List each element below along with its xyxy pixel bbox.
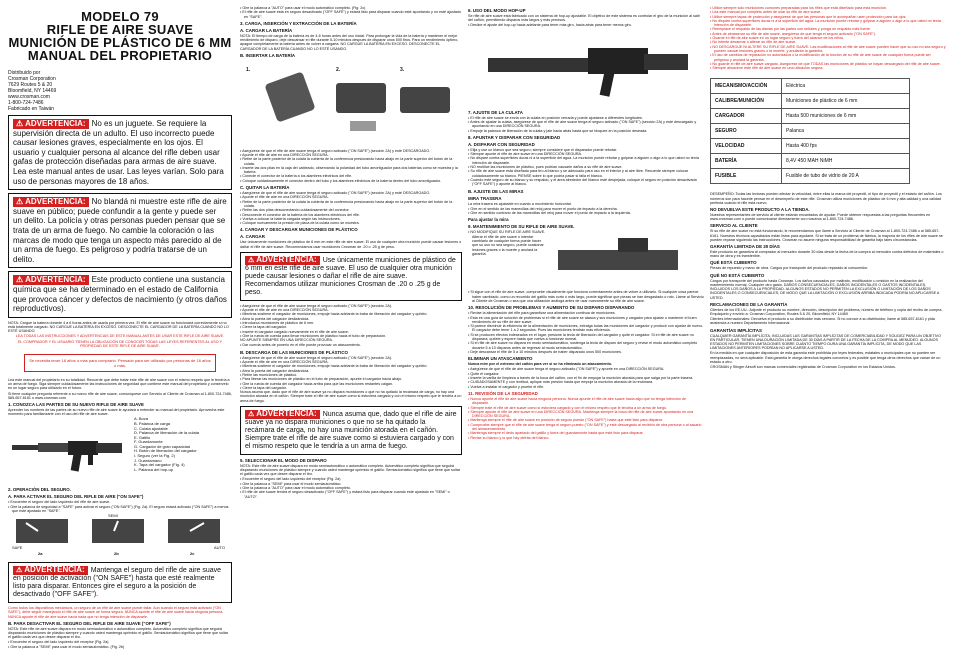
list-item: • Antes de ajustar la culata, asegúrese de que el rifle de aire suave tenga el seguro activado ("ON SAFE") (sección 2A) y esté descargado y apuntando en una DIRECCIÓN SEGURA. bbox=[468, 120, 704, 129]
section-8-heading: 8. APUNTAR Y DISPARAR CON SEGURIDAD bbox=[468, 134, 561, 140]
parts-legend bbox=[134, 417, 199, 472]
list-item: • Mientras sostiene el cargador de municiones, empuje hacia adelante la traba de liberación del cargador y quítelo. bbox=[240, 364, 462, 368]
list-item: • Encuentre el seguro del lado izquierdo del rifle de aire suave. bbox=[8, 500, 232, 504]
warning-box-public bbox=[8, 193, 232, 268]
covered-text: Piezas de repuesto y mano de obra. Cargos por transporte del producto reparado al consumidor. bbox=[710, 266, 869, 271]
section-8a-heading: A. DISPARAR CON SEGURIDAD bbox=[468, 141, 535, 147]
clear-jam-heading: ELIMINAR UN ATASCAMIENTO bbox=[468, 356, 533, 362]
claims-heading: RECLAMACIONES DE LA GARANTÍA bbox=[710, 301, 788, 307]
list-item: • Deslice el ajuste del hop-up hacia adelante para tener más giro, hacia atrás para tener menos giro. bbox=[468, 23, 704, 27]
list-item: • Conecte el conector de la batería a los alambres eléctricos del rifle. bbox=[240, 174, 462, 178]
list-item: • Dar cuerda antes de ponerlo en el rifle puede provocar un atascamiento. bbox=[240, 343, 462, 347]
warning-text: Mantenga el seguro del rifle de aire suave en posición de activación ("ON SAFE") hasta que esté realmente listo para disparar. Entonces gire el seguro a la posición de desactivado ("OFF SAFE"). bbox=[13, 567, 222, 599]
intro-text: Lea este manual del propietario en su totalidad. Recuerde que debe tratar este rifle de aire suave con el mismo respeto que le tendría a un arma de fuego. Siga siempre cuidadosamente las instrucciones de seguridad que contiene este manual del propietario y consérvelo en un lugar seguro para utilizarlo en el futuro. bbox=[8, 377, 230, 391]
list-item: • Cierre la tapa del cargador. bbox=[240, 386, 462, 390]
list-item: • Nunca apunte el rifle de aire suave hacia ninguna persona. Nunca apunte el rifle de aire suave hacia algo que no tenga intención de dispararle. bbox=[468, 397, 704, 406]
list-item: • Guarde el rifle de aire suave en un lugar seguro y fuera del alcance de los niños. bbox=[710, 36, 946, 40]
safety-switch-figures bbox=[8, 513, 232, 559]
sight-illustration bbox=[548, 230, 698, 290]
warning-badge: ⚠ ADVERTENCIA: bbox=[13, 119, 89, 129]
warning-box-california bbox=[8, 271, 232, 317]
table-row bbox=[711, 94, 910, 109]
part-label: B. Palanca de carga bbox=[134, 420, 171, 426]
list-item: • Antes de almacenar su rifle de aire suave, asegúrese de que tenga el seguro activado ("ON SAFE"). bbox=[710, 32, 946, 36]
list-item: • Siempre almacene este rifle de aire suave en una ubicación segura. bbox=[710, 66, 946, 70]
spec-value: Hasta 500 municiones de 6 mm bbox=[782, 109, 910, 124]
laws-note: EL COMPRADOR Y EL USUARIO TIENEN LA OBLIGACIÓN DE CONOCER TODAS LAS LEYES REFERENTES AL USO Y PROPIEDAD DE ESTE RIFLE DE AIRE SUAVE. bbox=[17, 339, 223, 348]
no-return-heading: NO DEVUELVA ESTE PRODUCTO A LA TIENDA. bbox=[710, 207, 810, 213]
contact-text: Si tiene cualquier pregunta referente a su nuevo rifle de aire suave, comuníquese con Servicio al Cliente de Crosman al 1-800-724-7486, 585-657-6161 o www.crosman.com bbox=[8, 391, 232, 400]
fig-number: 2c bbox=[190, 551, 195, 557]
list-item: • Cuando esté seguro de su blanco y su respaldo, y el área alrededor del blanco esté despejada, coloque el seguro en posición desactivada ("OFF SAFE") y apunte al blanco. bbox=[468, 178, 704, 187]
list-item: • Coloque cuidadosamente el conector dentro del tubo y los alambres eléctricos de la batería dentro del tubo amortiguador. bbox=[240, 179, 462, 183]
customer-service-heading: SERVICIO AL CLIENTE bbox=[710, 223, 758, 229]
list-item: • Asegúrese de que el rifle de aire suave tenga el seguro activado ("ON SAFE") (sección 2A). bbox=[240, 304, 462, 308]
column-1 bbox=[8, 6, 232, 649]
fig-number: 2a bbox=[38, 551, 43, 557]
list-item: • Revise su blanco y lo que hay detrás del blanco. bbox=[468, 436, 704, 440]
list-item: • Apunte el rifle de aire en una DIRECCIÓN SEGURA. bbox=[240, 308, 462, 312]
list-item: • Encuentre el seguro del lado izquierdo del receptor (Fig. 2a) bbox=[8, 640, 232, 644]
list-item: • Coloque nuevamente la presión de placa de la culata como se muestra. bbox=[240, 221, 462, 225]
table-row bbox=[711, 124, 910, 139]
table-row bbox=[711, 109, 910, 124]
not-covered-heading: QUÉ NO ESTÁ CUBIERTO bbox=[710, 272, 765, 278]
warning-badge: ⚠ ADVERTENCIA: bbox=[13, 566, 88, 575]
list-item: • Si el rifle de aire suave no dispara en modo semiautomático, sostenga la tecla de disparo del seguro y revise el modo automático completo durante 5 a 10 disparos antes de regresar al modo semiautomático. bbox=[468, 341, 704, 350]
list-item: • NO DESCARGUE NI ALTERE SU RIFLE DE AIRE SUAVE. Las modificaciones al rifle de aire suave pueden hacer que su uso no sea seguro y pueden causar lesiones graves o la muerte, y anularán la garantía. bbox=[710, 45, 946, 54]
trademark-text: CROSMAN y Stinger Airsoft son marcas comerciales registradas de Crosman Corporation en los Estados Unidos. bbox=[710, 364, 896, 369]
claims-us-text: Clientes de los EE.UU.: Adjunte el producto su nombre, dirección, descripción del problema, número de teléfono y copia del recibo de compra. Empáquelo y envíelo a: Crosman Corporation, Routes 5 & 20, Bloomfield, NY 14469 bbox=[710, 307, 943, 316]
list-item: • Encuentre el seguro del lado izquierdo del receptor (Fig. 2a) bbox=[240, 477, 462, 481]
law-text: En la medida en que cualquier disposición de esta garantía esté prohibida por leyes federales, estatales o municipales que no pueden ser reemplazadas, no será aplicable. Esta garantía le otorga derechos legales concretos y es posible que tenga otros derechos que varían de un estado a otro. bbox=[710, 351, 941, 364]
list-item: • Revise la alimentación del rifle para garantizar una alimentación continua de municiones. bbox=[468, 311, 704, 315]
list-item: • Gire la rueda de cuerda para llevar municiones de plástico hacia el tubo de preparación. bbox=[240, 334, 462, 338]
customer-service-text: Si su rifle de aire suave no está funcionando, le recomendamos que llame a Servicio al Cliente de Crosman al 1-800-724-7486 o al 585-657-6161. Nuestros técnicos capacitados están listos para ayudarle. Si se trata de un problema de fábrica, la mayoría de los rifles de aire suave se pueden reparar siguiendo las instrucciones. Crosman no asume ninguna responsabilidad de garantía bajo tales circunstancias. bbox=[710, 229, 943, 242]
no-return-text: Nuestros representantes de servicio al cliente estarán encantados de ayudar. Puede obtener respuestas a las preguntas frecuentes en www.crosman.com o puede comunicarse directamente con nosotros al 1-800-724-7486. bbox=[710, 213, 931, 222]
list-item: • Mantenga siempre el dedo apartado del gatillo y fuera del guardamonte hasta que esté listo para disparar. bbox=[468, 431, 704, 435]
list-item: • Asegúrese de que el rifle de aire suave tenga el seguro activado ("ON SAFE") (sección 2A). bbox=[240, 356, 462, 360]
battery-figures bbox=[240, 59, 462, 149]
spec-value: 8,4V 450 MAH NiMH bbox=[782, 154, 910, 169]
list-item: • Gire en sentido contrario de las manecillas del reloj para mover el punto de impacto a la izquierda. bbox=[468, 211, 704, 215]
section-10-heading: 10. RESOLUCIÓN DE PROBLEMAS Y AUMENTO DE SU DISPARO DISPARANDO bbox=[468, 305, 635, 311]
section-5-note: NOTA: Este rifle de aire suave dispara en modo semiautomático o automático completo. Automático completo significa que seguirá disparando municiones de plástico siempre y cuando usted mantenga oprimido el gatillo. Semiautomático significa que tiene que soltar el gatillo cada vez que desee disparar el tiro. bbox=[240, 463, 461, 477]
rear-sight-heading: MIRA TRASERA bbox=[468, 195, 502, 201]
section-8b-heading: B. AJUSTE DE LAS MIRAS bbox=[468, 188, 524, 194]
safety-red-text: Como todos los dispositivos mecánicos, un seguro de un rifle de aire suave puede fallar. Aun cuando el seguro está activado ("ON SAFE"), debe seguir manejando el rifle de aire suave de forma segura. NUNCA apunte el rifle de aire suave hacia ninguna persona. NUNCA apunte el rifle de aire suave hacia nada que no tenga intención de dispararle. bbox=[8, 606, 224, 619]
spec-key: VELOCIDAD bbox=[711, 139, 782, 154]
list-item: • Apunte el rifle de aire en una DIRECCIÓN SEGURA. bbox=[240, 195, 462, 199]
section-3a-heading: A. CARGAR LA BATERÍA bbox=[240, 27, 293, 33]
title-line: MANUAL DEL PROPIETARIO bbox=[27, 48, 213, 63]
part-label: L. Palanca del hop-up bbox=[134, 466, 173, 472]
distributor-line: Crosman Corporation bbox=[8, 76, 56, 82]
list-item: • No dispare contra superficies duras ni a la superficie del agua. La munición puede rebotar y golpear a alguien o algo a lo que usted no tenía intención de dispararle. bbox=[468, 156, 704, 165]
list-item: • Abra la puerta del cargador deslizándola. bbox=[240, 317, 462, 321]
part-label: D. Palanca de liberación de la culata bbox=[134, 430, 199, 436]
caps-note: NO APUNTE SIEMPRE EN UNA DIRECCIÓN SEGURA. bbox=[240, 338, 334, 343]
title-line: MUNICIÓN DE PLÁSTICO DE 6 MM bbox=[8, 35, 232, 50]
warranty-text: Este producto se garantiza al comprador al menudeo durante 30 días desde la fecha de la compra al menudeo contra defectos de materiales o mano de obra y es transferible. bbox=[710, 250, 944, 259]
warning-box-toy bbox=[8, 115, 232, 190]
part-label: C. Culata ajustable bbox=[134, 425, 168, 431]
spec-value: Hasta 400 fps bbox=[782, 139, 910, 154]
section-7-heading: 7. AJUSTE DE LA CULATA bbox=[468, 109, 523, 115]
list-item: • Inserte las dos pilas en la caja del cableado, observando la polaridad del tubo amortiguador para dos baterías como se muestra y la batería. bbox=[240, 166, 462, 175]
safety-switch-illustration bbox=[8, 513, 232, 553]
list-item: • Si parece disminuir la eficiencia de la alimentación de municiones, extraiga todas las municiones del cargador y producir con ajustar de nuevo. El cargador debe tener 1 a 2 segundos. Pues las municiones tendrán más eficiencia. bbox=[468, 324, 704, 333]
spec-table bbox=[710, 78, 910, 184]
performance-text: DESEMPEÑO: Todas las lecturas pueden afectar la velocidad, entre ellas la marca del proyectil, el tipo de proyectil y el estado del cañón. Los números son para hacerle pensar en el desempeño de este rifle. Crosman utiliza municiones de plástico de 6 mm y alta calidad y una calidad perfecta cuando el rifle está nuevo. bbox=[710, 192, 942, 205]
distributor-line: Bloomfield, NY 14469 bbox=[8, 88, 57, 94]
table-row bbox=[711, 79, 910, 94]
column-4 bbox=[710, 6, 946, 370]
rifle-illustration bbox=[8, 423, 128, 483]
warning-text: No es un juguete. Se requiere la supervisión directa de un adulto. El uso incorrecto puede causar lesiones graves, especialmente en los ojos. El usuario y cualquier persona al alcance del rifle deben usar gafas de protección diseñadas para armas de aire suave. Lea este manual antes de usar. Las leyes varían. Solo para uso de personas mayores de 18 años. bbox=[13, 119, 224, 186]
column-2 bbox=[240, 6, 462, 499]
fig-number: 2b bbox=[114, 551, 119, 557]
warning-badge: ⚠ ADVERTENCIA: bbox=[13, 275, 89, 285]
maintenance-row bbox=[468, 230, 704, 290]
stock-figure bbox=[468, 28, 704, 108]
list-item: • Gire la palanca a "AUTO" para usar el modo automático completo. bbox=[240, 486, 462, 490]
spec-key: SEGURO bbox=[711, 124, 782, 139]
list-item: • El rifle de aire suave tendrá el seguro desactivado ("OFF SAFE") y estará listo para disparar cuando esté ajustado en "SEMI" o "AUTO". bbox=[240, 490, 462, 499]
list-item: • Gire la rueda de cuerda del cargador hacia arriba para que las municiones restantes caigan. bbox=[240, 382, 462, 386]
list-item: • Quite el cargador. bbox=[468, 372, 704, 376]
warning-badge: ⚠ ADVERTENCIA: bbox=[245, 256, 320, 265]
section-3a-text: NOTA: El tiempo de carga de la batería es de 4-6 horas antes del uso inicial. Para prolongar la vida de la batería y mantener el mejor rendimiento de disparo, deje descansar el rifle durante 5-10 minutos después de disparar unos 500 tiros. Para un rendimiento óptimo, apague completamente la batería antes de volver a cargarla. NO CARGUE LA BATERÍA EN EXCESO. DESCONECTE EL CARGADOR DE LA BATERÍA CUANDO NO LO ESTÉ USANDO. bbox=[240, 33, 459, 51]
manual-title bbox=[8, 10, 232, 62]
list-item: • Desconecte el conector de la batería de los alambres eléctricos del rifle. bbox=[240, 213, 462, 217]
list-item: • Utilice siempre sólo municiones comunes preparadas para los rifles que está diseñado para esta munición. bbox=[710, 6, 946, 10]
fig-label: AUTO bbox=[214, 545, 226, 551]
list-item: • Para liberar las municiones de plástico en el tubo de preparación, apunte el cargador hacia abajo. bbox=[240, 377, 462, 381]
warranty-heading: GARANTÍA LIMITADA DE 30 DÍAS bbox=[710, 244, 780, 250]
section-3b-heading: B. INSERTAR LA BATERÍA bbox=[240, 52, 296, 58]
distributor-line: 7629 Routes 5 & 20 bbox=[8, 82, 53, 88]
part-label: F. Guardamonte bbox=[134, 439, 163, 445]
list-item: • CUIDADOSAMENTE y con lentitud, aplique más presión hasta que empuje la munición atorada de la recámara. bbox=[468, 380, 704, 384]
warning-text: Este producto contiene una sustancia química que se ha determinado en el estado de California que provoca cáncer y defectos de nacimiento (y otros daños reproductivos). bbox=[13, 275, 227, 314]
part-label: I. Seguro (ver la Fig. 2) bbox=[134, 453, 175, 459]
distributor-info bbox=[8, 70, 232, 112]
list-item: • Gire en el sentido de las manecillas del reloj para mover el punto de impacto a la derecha. bbox=[468, 207, 704, 211]
age-box: Se necesita tener 18 años o más para comprarlo. Pensado para ser utilizado por personas de 16 años o más. bbox=[24, 354, 216, 372]
list-item: • Retire de la parte posterior de la culata la cubierta de la conferencia presionando hacia abajo en la parte superior del botón de la culata. bbox=[240, 157, 462, 166]
spec-key: FUSIBLE bbox=[711, 169, 782, 184]
warning-box-jam bbox=[240, 406, 462, 455]
read-instructions-note: LEA TODAS LAS INSTRUCCIONES Y ADVERTENCIAS DE ESTE MANUAL ANTES DE USAR ESTE RIFLE DE AIRE SUAVE. bbox=[15, 334, 225, 339]
list-item: • Utilice siempre tapas de protección y asegúrese de que las personas que le acompañan usen protección para los ojos. bbox=[710, 15, 946, 19]
list-item: • El rifle de aire suave está en seguro desactivado ("OFF SAFE") y estará listo para disparar cuando esté apuntando y no esté ajustado en "SAFE". bbox=[240, 10, 462, 19]
spec-value: Municiones de plástico de 6 mm bbox=[782, 94, 910, 109]
warning-box-ammo bbox=[240, 252, 462, 301]
spec-value: Fusible de tubo de vidrio de 20 A bbox=[782, 169, 910, 184]
part-label: H. Botón de liberación del cargador bbox=[134, 448, 197, 454]
list-item: • Introduzca municiones de plástico de 6 mm. bbox=[240, 321, 462, 325]
list-item: • Si sigue con el rifle de aire suave, compruebe visualmente que funciona correctamente antes de volver a utilizarlo. Si cualquier cosa parece haber cambiado, como un recorrido del gatillo más corto o más largo, puede significar que piezas se han desgastado o roto. Llame al Servicio al Cliente de Crosman o sea que una utilización análoga antes de usar nuevamente su rifle de aire suave. bbox=[468, 290, 704, 303]
list-item: • Inserte la varilla de limpieza a través de la boca del cañón, con el fin de empujar la munición atorada para que salga por la parte trasera. bbox=[468, 376, 704, 380]
list-item: • Retire las municiones de plástico. bbox=[240, 373, 462, 377]
list-item: • Lea este manual por completo antes de usar su rifle de aire suave. bbox=[710, 10, 946, 14]
warning-text: No blandá ni muestre este rifle de aire suave en público; puede confundir a la gente y puede ser un delito. La policía y otras personas pueden pensar que se trata de un arma de fuego. No cambie la coloración o las marcas de modo que tenga un aspecto más parecido al de un arma de fuego. Es peligroso y podría tratarse de un delito. bbox=[13, 197, 227, 264]
distributor-line: Fabricado en Taiwán bbox=[8, 106, 55, 112]
title-line: MODELO 79 bbox=[81, 9, 159, 24]
list-item: • Asegúrese de que el rifle de aire suave tenga el seguro activado ("ON SAFE") (sección 2A) y esté DESCARGADO. bbox=[240, 149, 462, 153]
list-item: • Vuelva a colocar la batería cargada según las instrucciones. bbox=[240, 217, 462, 221]
list-item: • NO MODIFIQUE SU RIFLE DE AIRE SUAVE. Alterar el rifle de aire suave o intentar cambiarlo de cualquier forma puede hacer que su uso no sea seguro, puede ocasionar lesiones graves o la muerte y anulará la garantía. bbox=[468, 230, 548, 256]
warning-box-safe bbox=[8, 562, 232, 603]
part-label: K. Tapa del cargador (Fig. 4) bbox=[134, 462, 185, 468]
list-item: • Retire las dos pilas desconectando cuidadosamente del conector. bbox=[240, 208, 462, 212]
distributor-line: Distribuido por bbox=[8, 70, 41, 76]
rifle-parts-figure bbox=[8, 417, 232, 485]
spec-value: Palanca bbox=[782, 124, 910, 139]
part-label: A. Boca bbox=[134, 416, 149, 422]
list-item: • Mantenga siempre el rifle de aire suave en posición de seguro puesto ("ON SAFE") hasta que esté listo para disparar. bbox=[468, 418, 704, 422]
spec-value: Eléctrica bbox=[782, 79, 910, 94]
list-item: • Esta es una guía de solución de problemas si el rifle de aire suave se atasca y sus municiones y cargador para ajustar o mantener el buen rendimiento de su rifle de aire suave. bbox=[468, 316, 704, 325]
implied-text: CUALQUIER GARANTÍA IMPLÍCITA, INCLUIDAS LAS GARANTÍAS IMPLÍCITAS DE COMERCIABILIDAD Y SOLIDEZ PARA UN OBJETIVO EN PARTICULAR, TIENEN UNA DURACIÓN LIMITADA DE 30 DÍAS A PARTIR DE LA FECHA DE LA COMPRA AL MENUDEO. ALGUNOS ESTADOS NO PERMITEN LIMITACIONES SOBRE CUÁNTO TIEMPO DURA UNA GARANTÍA IMPLÍCITA, DE MODO QUE LAS LIMITACIONES ANTERIORES PODRÍAN NO APLICARSE A USTED. bbox=[710, 333, 941, 351]
section-5-heading: 5. SELECCIONAR EL MODO DE DISPARO bbox=[240, 457, 327, 463]
fig-number: 3. bbox=[400, 66, 405, 73]
part-label: G. Cargador de gran capacidad bbox=[134, 443, 191, 449]
list-item: • No intente desarmar o alterar su rifle de aire suave. bbox=[710, 40, 946, 44]
list-item: • El uso de cambios de reparación no autorizados o la modificación de la función de su rifle de aire suave de cualquier forma puede ser peligroso y anulará la garantía. bbox=[710, 53, 946, 62]
maintenance-text bbox=[468, 230, 548, 290]
list-item: • Su rifle de aire suave está diseñado para tiro al blanco y se adecuado para uso en el interior y al aire libre. Recuerde siempre colocar cuidadosamente su blanco. PIENSE sobre lo que podría pasar si falla el blanco. bbox=[468, 169, 704, 178]
section-1-heading: 1. CONOZCA LAS PARTES DE SU NUEVO RIFLE DE AIRE SUAVE bbox=[8, 401, 144, 407]
covered-heading: QUÉ ESTÁ CUBIERTO bbox=[710, 260, 757, 266]
list-item: • Empuje la palanca de liberación de la culata y jale hacia atrás hasta que se bloquee en la posición deseada. bbox=[468, 129, 704, 133]
list-item: • Si se producen efectos indeseados en el lugar, presione la tecla de liberación del cargador y quite el cargador. Si el rifle de aire suave no disparará, quítele y espere hasta que vuelva a funcionar normal. bbox=[468, 333, 704, 342]
battery-illustration bbox=[240, 59, 462, 149]
rear-sight-text: La mira trasera es ajustable en cuanto a movimiento horizontal. bbox=[468, 201, 572, 206]
list-item: • Asegúrese de que el rifle de aire suave tenga el seguro activado ("ON SAFE") y apunte en una DIRECCIÓN SEGURA. bbox=[468, 367, 704, 371]
list-item: • Abra la puerta del cargador deslizándola. bbox=[240, 369, 462, 373]
fig-label: SAFE bbox=[12, 545, 23, 551]
section-6-heading: 6. USO DEL MODO HOP-UP bbox=[468, 8, 526, 13]
warning-text: Nunca asuma que, dado que el rifle de aire suave ya no dispara municiones o que no se ha quitado la recámara de carga, no hay una munición atorada en el cañón. Siempre trate el rifle de aire suave como si estuviera cargado y con el mismo respeto que le tendría a un arma de fuego. bbox=[245, 410, 457, 450]
list-item: • Compruebe siempre que el rifle de aire suave tenga el seguro puesto ("ON SAFE") y esté descargado al recibirlo de otra persona o al sacarlo del almacenamiento. bbox=[468, 423, 704, 432]
section-3-heading: 3. CARGA, INSERCIÓN Y EXTRACCIÓN DE LA BATERÍA bbox=[240, 20, 357, 26]
list-item: • Apunte el rifle de aire en una DIRECCIÓN SEGURA. bbox=[240, 153, 462, 157]
list-item: • Cierre la tapa del cargador. bbox=[240, 325, 462, 329]
section-4b-heading: B. DESCARGA DE LAS MUNICIONES DE PLÁSTICO bbox=[240, 349, 348, 355]
adjust-sight-heading: Para ajustar la mira bbox=[468, 217, 509, 223]
list-item: • Inserte el cargador cargado nuevamente en el rifle de aire suave. bbox=[240, 330, 462, 334]
list-item: • No guarde el rifle de aire suave cargado. Asegúrese de que TODAS las municiones de plástico se hayan descargado del rifle de aire suave. bbox=[710, 62, 946, 66]
spec-key: CALIBRE/MUNICIÓN bbox=[711, 94, 782, 109]
list-item: • Gire la palanca a "SEMI" para usar el modo semiautomático. bbox=[240, 482, 462, 486]
distributor-line: www.crosman.com bbox=[8, 94, 50, 100]
list-item: • Siempre apunte el rifle de aire suave en una DIRECCIÓN SEGURA. bbox=[468, 152, 704, 156]
part-label: J. Guardamano bbox=[134, 457, 162, 463]
list-item: • Siempre apunte el rifle de aire suave en una DIRECCIÓN SEGURA. Mantenga siempre la boca del rifle de aire suave apuntando en una DIRECCIÓN SEGURA. bbox=[468, 410, 704, 419]
list-item: • Mientras sostiene el cargador de municiones, empuje hacia adelante la traba de liberación del cargador y quítelo. bbox=[240, 312, 462, 316]
section-2a-heading: A. PARA ACTIVAR EL SEGURO DEL RIFLE DE AIRE ("ON SAFE") bbox=[8, 494, 144, 500]
list-item: • Gire la palanca de seguridad a "SAFE" para activar el seguro ("ON SAFE") (Fig. 2a). El seguro estará activado ("ON SAFE") a menos que esté ajustado en "SAFE". bbox=[8, 505, 232, 514]
list-item: • NO reutilice las municiones de plástico, pues podrían causarle daños a su rifle de aire suave. bbox=[468, 165, 704, 169]
fig-number: 2. bbox=[336, 66, 341, 73]
not-covered-text: Cargos por transporte del producto hasta Crosman. Los daños causados por maltrato, modificación u omisión en la realización del mantenimiento normal. Cualquier otro gasto. DAÑOS CONSECUENCIALES, DAÑOS INCIDENTALES O GASTOS INCIDENTALES, INCLUIDOS LOS DAÑOS A LA PROPIEDAD. ALGUNOS ESTADOS NO PERMITEN LA EXCLUSIÓN O LIMITACIÓN DE LOS DAÑOS INCIDENTALES O CONSECUENCIALES, DE MODO QUE LA LIMITACIÓN O EXCLUSIÓN ARRIBA INDICADA PODRÍA NO APLICARSE A USTED. bbox=[710, 278, 940, 300]
spec-key: CARGADOR bbox=[711, 109, 782, 124]
clear-jam-note: Nunca mire por el extremo del cañón para ver si se ha eliminado un atascamiento. bbox=[468, 362, 613, 367]
table-row bbox=[711, 139, 910, 154]
list-item: • Siempre trate el rifle de aire suave como si estuviera cargado y con el mismo respeto que le tendría a un arma de fuego. bbox=[468, 406, 704, 410]
spec-key: MECANISMO/ACCIÓN bbox=[711, 79, 782, 94]
section-4-heading: 4. CARGAR Y DESCARGAR MUNICIONES DE PLÁSTICO bbox=[240, 227, 358, 233]
warning-badge: ⚠ ADVERTENCIA: bbox=[245, 410, 320, 419]
section-2-heading: 2. OPERACIÓN DEL SEGURO. bbox=[8, 487, 71, 493]
list-item: • Deje descansar el rifle de 5 a 10 minutos después de haber disparado unos 500 municiones. bbox=[468, 350, 704, 354]
distributor-line: 1-800-724-7486 bbox=[8, 100, 44, 106]
section-3c-heading: C. QUITAR LA BATERÍA bbox=[240, 185, 290, 191]
section-9-heading: 9. MANTENIMIENTO DE SU RIFLE DE AIRE SUAVE. bbox=[468, 224, 575, 230]
list-item: • Vuelva a instalar el cargador y pruebe el rifle. bbox=[468, 385, 704, 389]
list-item: • Retire de la parte posterior de la culata la cubierta de la conferencia presionando hacia abajo en la parte superior del botón de la culata. bbox=[240, 200, 462, 209]
part-label: E. Gatillo bbox=[134, 434, 151, 440]
fig-label: SEMI bbox=[108, 513, 118, 519]
list-item: • Apunte el rifle de aire en una DIRECCIÓN SEGURA. bbox=[240, 360, 462, 364]
implied-heading: GARANTÍAS IMPLÍCITAS bbox=[710, 327, 762, 333]
section-4a-heading: A. CARGAR bbox=[240, 234, 265, 240]
section-4b-text: Nunca asuma que, dado que el rifle de aire suave ya no dispara municiones o que no ha quitado la recámara de carga, no hay una munición atorada en el cañón. Siempre trate el rifle de aire suave como si estuviera cargado y con el mismo respeto que le tendría a un arma de fuego. bbox=[240, 390, 462, 403]
warning-text: Use únicamente municiones de plástico de 6 mm en este rifle de aire suave. El uso de cualquier otra munición puede causar lesiones o dañar el rifle de aire suave. Recomendamos utilizar municiones Crosman de .20 o .25 g de peso. bbox=[245, 256, 456, 296]
list-item: • Asegúrese de que el rifle de aire suave tenga el seguro activado ("ON SAFE") (sección 2A) y esté DESCARGADO. bbox=[240, 191, 462, 195]
title-line: RIFLE DE AIRE SUAVE bbox=[46, 22, 194, 37]
section-2b-heading: B. PARA DESACTIVAR EL SEGURO DEL RIFLE DE AIRE SUAVE ("OFF SAFE") bbox=[8, 620, 171, 626]
list-item: • El rifle de aire suave se envía con la culata en posición cerrada y puede ajustarse a diferentes longitudes. bbox=[468, 116, 704, 120]
fig-number: 1. bbox=[246, 66, 251, 73]
claims-intl-text: Clientes internacionales: Devuelva el producto a su distribuidor más cercano. Si no conoce a su distribuidor, llame al 585-657-6161 y pida asistencia a nuestro Departamento Internacional. bbox=[710, 317, 935, 326]
list-item: • Gire la palanca a "SEMI" para usar el modo semiautomático. (Fig. 2b) bbox=[8, 645, 232, 649]
rifle-stock-illustration bbox=[468, 28, 704, 108]
section-11-heading: 11. REVISIÓN DE LA SEGURIDAD bbox=[468, 390, 538, 396]
table-row bbox=[711, 154, 910, 169]
section-6-text: Se rifle de aire suave está fabricado con un sistema de hop-up ajustable. El objetivo de este sistema es controlar el giro de la munición al salir del cañón, permitiendo disparos más largos y más precisos. bbox=[468, 14, 700, 23]
list-item: • Elija y use un blanco que sea seguro; siempre considere que el disparador puede rebotar. bbox=[468, 148, 704, 152]
section-4a-text: Use únicamente municiones de plástico de 6 mm en este rifle de aire suave. El uso de cualquier otra munición puede causar lesiones o dañar el rifle de aire suave. Recomendamos usar municiones Crosman de .20 o .25 g de peso. bbox=[240, 240, 462, 249]
column-3 bbox=[468, 6, 704, 440]
battery-note: NOTA: Cargue la batería durante 4 a 6 horas antes de usarla por primera vez. El rifle de aire suave no funcionará correctamente si no está totalmente cargado. NO CARGUE LA BATERÍA EN EXCESO. DESCONECTE EL CARGADOR DE LA BATERÍA CUANDO NO LO ESTÉ USANDO. bbox=[8, 320, 229, 334]
section-1-text: Aprender los nombres de las partes de su nuevo rifle de aire suave le ayudará a entender su manual del propietario. Aprovecha este momento para familiarizarte con el uso del rifle de aire suave. bbox=[8, 407, 225, 417]
table-row bbox=[711, 169, 910, 184]
section-2b-note: NOTA: Este rifle de aire suave dispara en modo semiautomático o automático completo. Automático completo significa que seguirá disparando municiones de plástico siempre y cuando usted mantenga oprimido el gatillo. Semiautomático significa que tiene que soltar el gatillo cada vez que desee disparar el tiro. bbox=[8, 626, 229, 640]
list-item: • Reemplace el respaldo de las dianas por las partes con señales y ponga un respaldo más fuerte. bbox=[710, 27, 946, 31]
list-item: • No dispare contra superficies duras ni a la superficie del agua. La munición puede rebotar y golpear a alguien o algo a lo que usted no tenía intención de dispararle. bbox=[710, 19, 946, 28]
list-item: • Gire la palanca a "AUTO" para usar el modo automático completo. (Fig. 2c) bbox=[240, 6, 462, 10]
spec-key: BATERÍA bbox=[711, 154, 782, 169]
warning-badge: ⚠ ADVERTENCIA: bbox=[13, 197, 89, 207]
